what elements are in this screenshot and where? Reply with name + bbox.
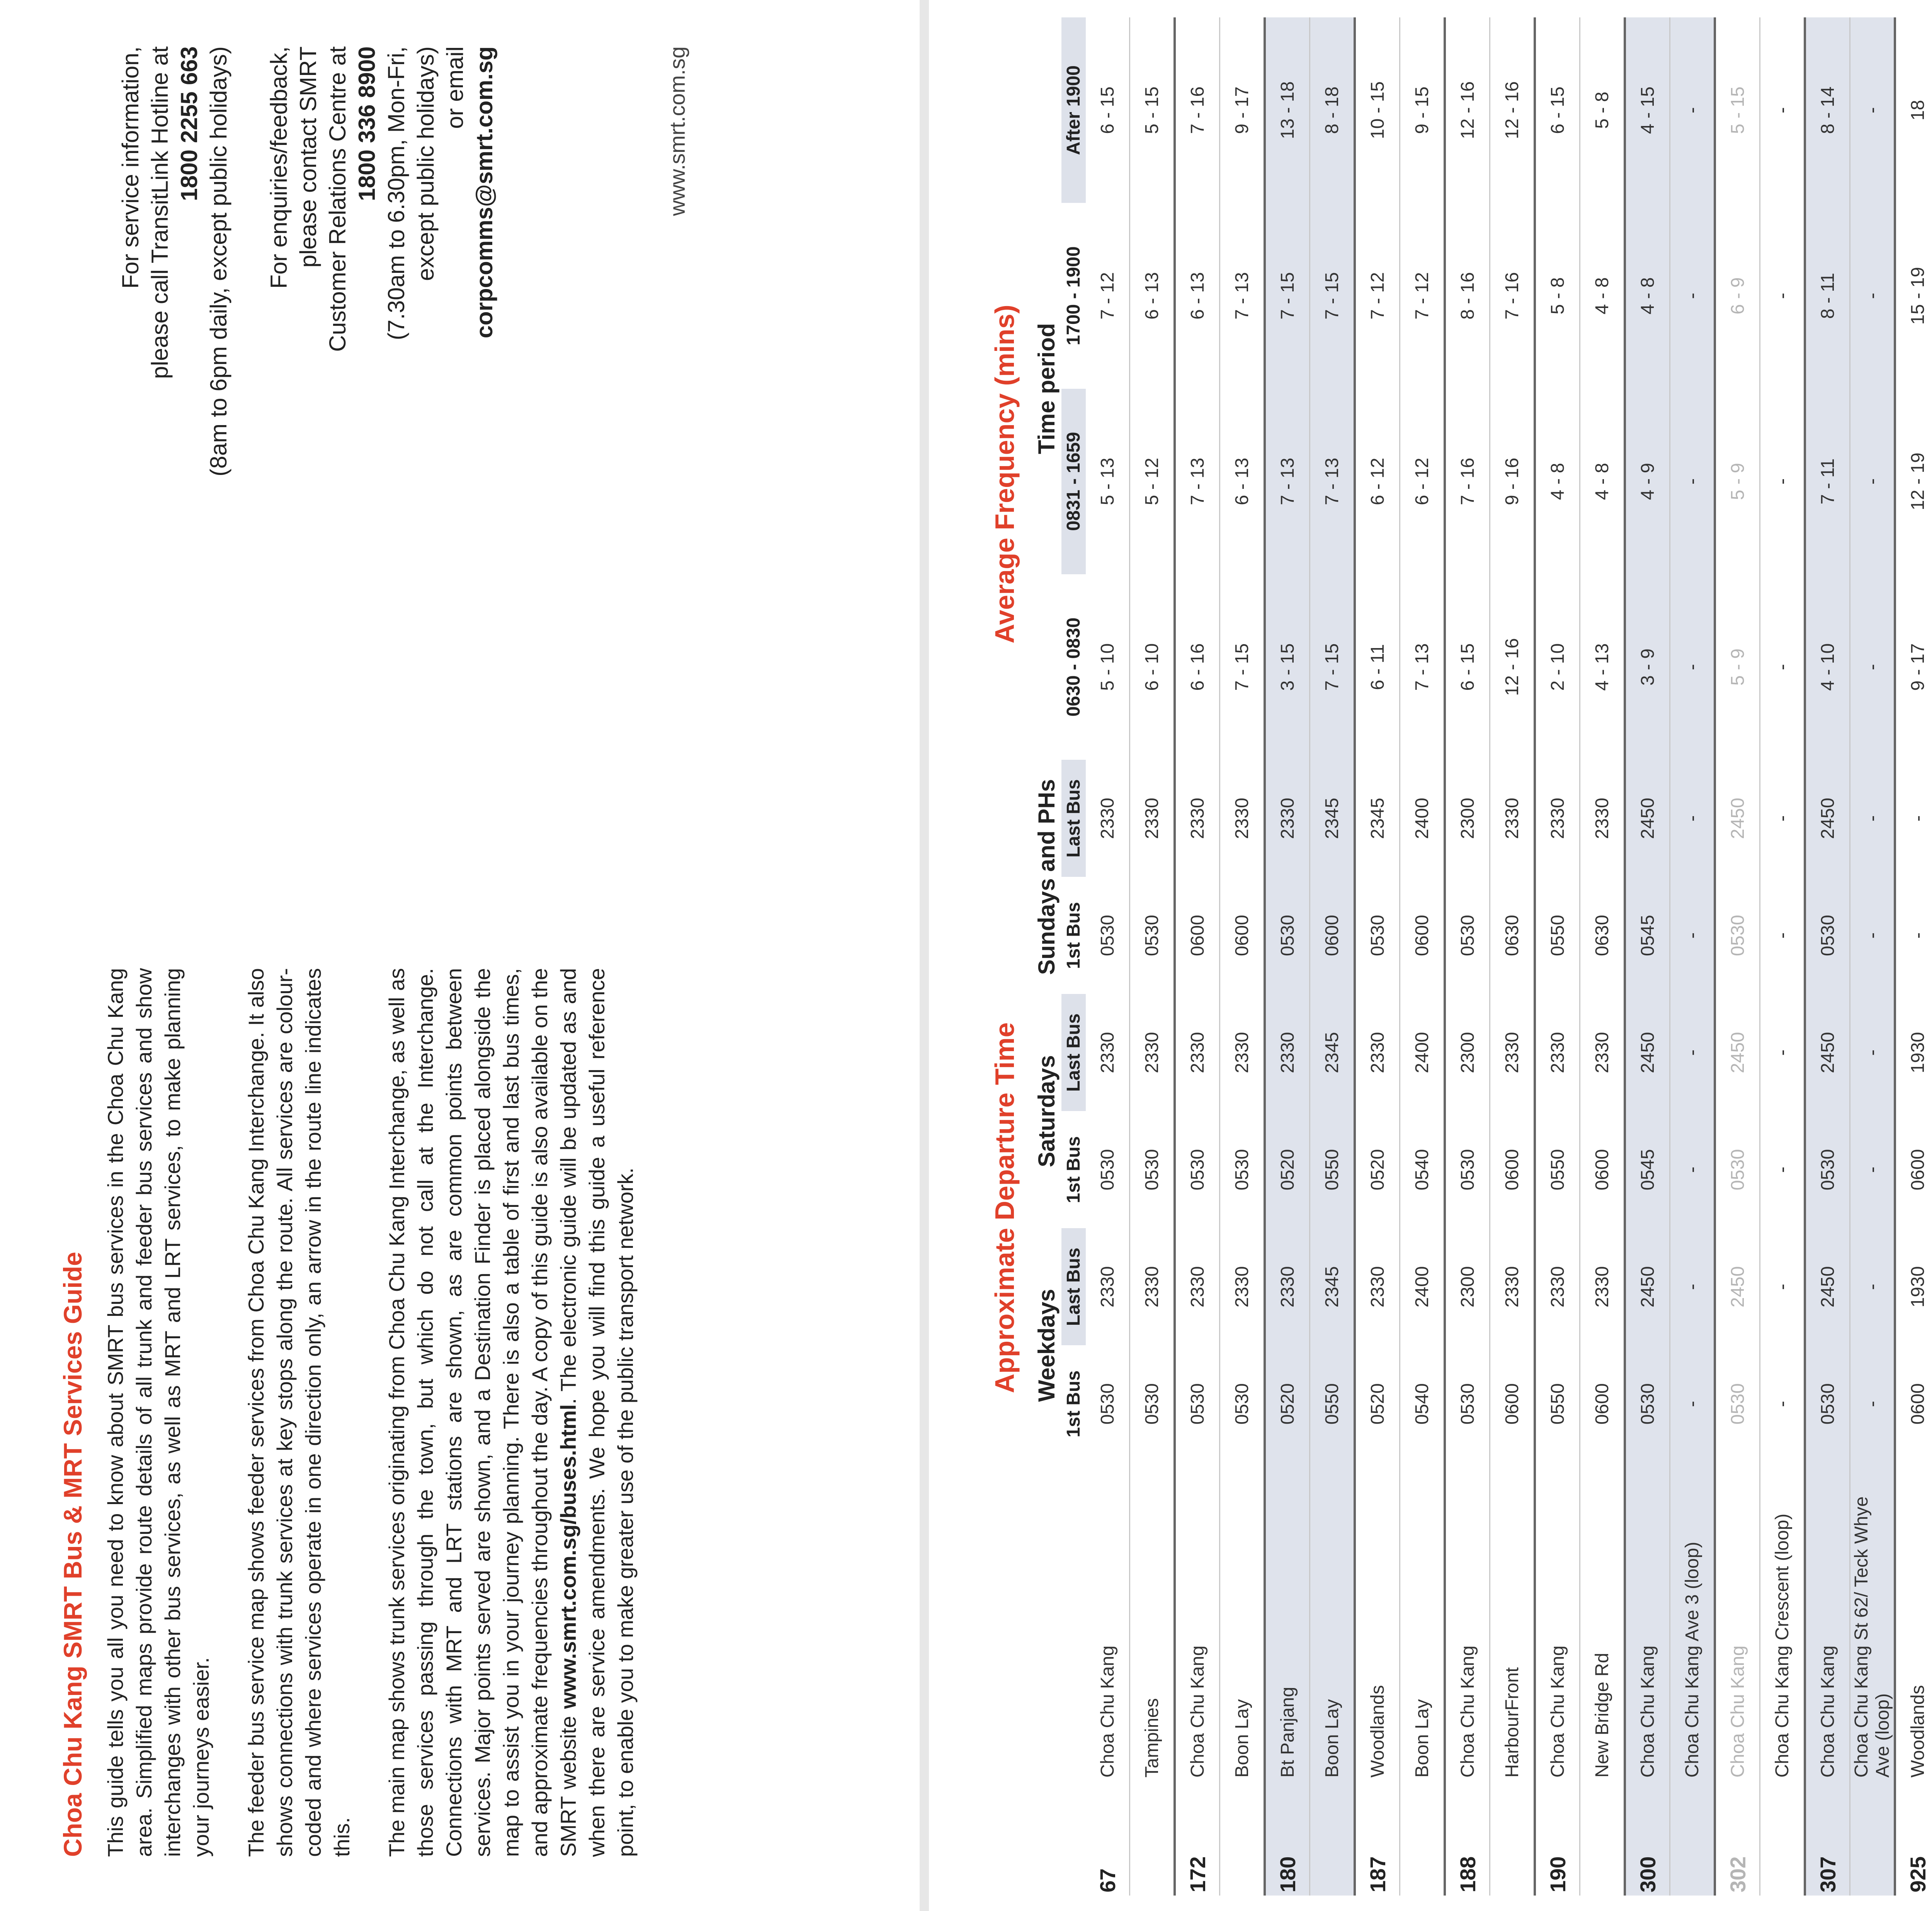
departure-time-cell: 2330 xyxy=(1265,1228,1310,1345)
frequency-cell: 15 - 19 xyxy=(1895,203,1932,388)
service-number xyxy=(1670,1781,1715,1896)
departure-time-cell: 2330 xyxy=(1220,760,1265,877)
departure-time-cell: 0550 xyxy=(1310,1345,1355,1462)
destination: Woodlands xyxy=(1355,1462,1400,1780)
destination: Choa Chu Kang xyxy=(1445,1462,1490,1780)
table-row xyxy=(1400,17,1445,1896)
departure-time-cell: 0530 xyxy=(1220,1111,1265,1228)
service-number xyxy=(1400,1781,1445,1896)
departure-time-cell: 0530 xyxy=(1130,877,1175,994)
saturdays-last-bus-header: Last Bus xyxy=(1061,994,1086,1111)
table-row xyxy=(1490,17,1535,1896)
service-number: 307 xyxy=(1805,1781,1850,1896)
table-row xyxy=(1895,17,1932,1896)
weekdays-last-bus-header: Last Bus xyxy=(1061,1228,1086,1345)
frequency-cell: 4 - 13 xyxy=(1580,574,1625,760)
frequency-cell: 6 - 13 xyxy=(1175,203,1220,388)
frequency-cell: 8 - 14 xyxy=(1805,17,1850,203)
destination: Choa Chu Kang xyxy=(1805,1462,1850,1780)
departure-time-cell: 0520 xyxy=(1265,1345,1310,1462)
frequency-cell: - xyxy=(1760,389,1805,574)
frequency-cell: 6 - 13 xyxy=(1220,389,1265,574)
service-number: 187 xyxy=(1355,1781,1400,1896)
departure-time-cell: 0600 xyxy=(1895,1111,1932,1228)
destination: Choa Chu Kang Ave 3 (loop) xyxy=(1670,1462,1715,1780)
table-row xyxy=(1265,17,1310,1896)
departure-time-cell: 2330 xyxy=(1580,994,1625,1111)
destination: Boon Lay xyxy=(1310,1462,1355,1780)
intro-paragraph-3-a: The main map shows trunk services originating from Choa Chu Kang Interchange, as well as those services passing through the town, but which do not call at the Interchange. Connections with MRT and LRT stations are shown, as are common points between services. Major points served are shown, and a Destination Finder is placed alongside the map to assist you in your journey planning. There is also a table of first and last bus times, and approximate frequencies throughout the day. A copy of this guide is also available on the SMRT website xyxy=(384,968,580,1857)
frequency-cell: 5 - 15 xyxy=(1715,17,1760,203)
frequency-cell: 4 - 8 xyxy=(1625,203,1670,388)
departure-time-cell: - xyxy=(1850,760,1895,877)
frequency-cell: 7 - 15 xyxy=(1310,203,1355,388)
departure-time-cell: 2330 xyxy=(1535,760,1580,877)
frequency-cell: 7 - 12 xyxy=(1400,203,1445,388)
departure-time-cell: - xyxy=(1670,1345,1715,1462)
departure-time-cell: 0530 xyxy=(1086,1111,1130,1228)
departure-time-cell: 0600 xyxy=(1490,1345,1535,1462)
service-hours: (8am to 6pm daily, except public holidays) xyxy=(206,46,231,476)
table-row xyxy=(1086,17,1130,1896)
departure-time-cell: 0550 xyxy=(1535,877,1580,994)
departure-time-cell: - xyxy=(1670,877,1715,994)
enquiry-line-3: Customer Relations Centre at xyxy=(325,46,350,352)
frequency-cell: 9 - 15 xyxy=(1400,17,1445,203)
departure-time-cell: 0520 xyxy=(1355,1345,1400,1462)
departure-time-cell: 0530 xyxy=(1805,877,1850,994)
contact-email[interactable]: corpcomms@smrt.com.sg xyxy=(471,46,497,339)
table-row xyxy=(1445,17,1490,1896)
frequency-cell: 6 - 10 xyxy=(1130,574,1175,760)
departure-time-cell: 0530 xyxy=(1220,1345,1265,1462)
destination: Choa Chu Kang xyxy=(1715,1462,1760,1780)
departure-time-cell: 1930 xyxy=(1895,994,1932,1111)
frequency-cell: - xyxy=(1670,574,1715,760)
frequency-cell: 7 - 16 xyxy=(1175,17,1220,203)
departure-time-cell: 0530 xyxy=(1265,877,1310,994)
destination: Choa Chu Kang xyxy=(1535,1462,1580,1780)
departure-time-cell: 0520 xyxy=(1355,1111,1400,1228)
departure-time-cell: 2300 xyxy=(1445,760,1490,877)
frequency-cell: 6 - 11 xyxy=(1355,574,1400,760)
service-number: 925 xyxy=(1895,1781,1932,1896)
frequency-cell: 4 - 8 xyxy=(1580,203,1625,388)
frequency-cell: 3 - 15 xyxy=(1265,574,1310,760)
departure-time-cell: 0600 xyxy=(1580,1345,1625,1462)
destination: Choa Chu Kang xyxy=(1086,1462,1130,1780)
period-after-1900-header: After 1900 xyxy=(1061,17,1086,203)
departure-time-cell: 2330 xyxy=(1535,994,1580,1111)
table-row xyxy=(1625,17,1670,1896)
departure-time-cell: 0540 xyxy=(1400,1111,1445,1228)
service-number xyxy=(1580,1781,1625,1896)
frequency-cell: 7 - 15 xyxy=(1220,574,1265,760)
departure-time-cell: 2450 xyxy=(1625,1228,1670,1345)
table-row xyxy=(1535,17,1580,1896)
sundays-header: Sundays and PHs xyxy=(1034,779,1060,975)
frequency-cell: 7 - 12 xyxy=(1355,203,1400,388)
frequency-cell: 6 - 15 xyxy=(1445,574,1490,760)
intro-paragraph-1: This guide tells you all you need to know about SMRT bus services in the Choa Chu Kang area. Simplified maps provide route details of all trunk and feeder bus services and show interchanges with other bus services, as well as MRT and LRT services, to make planning your journeys easier. xyxy=(103,968,213,1857)
frequency-cell: 5 - 15 xyxy=(1130,17,1175,203)
time-period-header: Time period xyxy=(1034,323,1060,454)
departure-time-cell: 0530 xyxy=(1086,1345,1130,1462)
frequency-cell: 7 - 11 xyxy=(1805,389,1850,574)
frequency-cell: - xyxy=(1760,574,1805,760)
saturdays-header: Saturdays xyxy=(1034,1055,1060,1167)
smrt-phone[interactable]: 1800 336 8900 xyxy=(354,46,380,201)
departure-time-cell: 2330 xyxy=(1535,1228,1580,1345)
departure-heading: Approximate Departure Time xyxy=(990,1022,1020,1393)
departure-time-cell: 2400 xyxy=(1400,1228,1445,1345)
destination: Choa Chu Kang St 62/ Teck Whye Ave (loop) xyxy=(1850,1462,1895,1780)
destination: HarbourFront xyxy=(1490,1462,1535,1780)
service-number xyxy=(1310,1781,1355,1896)
table-row xyxy=(1760,17,1805,1896)
departure-time-cell: 0550 xyxy=(1535,1111,1580,1228)
departure-time-cell: 2450 xyxy=(1715,994,1760,1111)
intro-text xyxy=(101,968,640,1857)
departure-time-cell: 0530 xyxy=(1130,1345,1175,1462)
table-row xyxy=(1580,17,1625,1896)
frequency-cell: - xyxy=(1670,17,1715,203)
destination: Choa Chu Kang xyxy=(1625,1462,1670,1780)
enquiry-or: or email xyxy=(442,46,468,129)
departure-time-cell: 0530 xyxy=(1625,1345,1670,1462)
departure-time-cell: - xyxy=(1850,1111,1895,1228)
departure-time-cell: 0530 xyxy=(1715,877,1760,994)
departure-time-cell: 2330 xyxy=(1175,1228,1220,1345)
departure-time-cell: - xyxy=(1895,877,1932,994)
departure-time-cell: 2330 xyxy=(1130,994,1175,1111)
service-number xyxy=(1760,1781,1805,1896)
departure-time-cell: 2330 xyxy=(1086,1228,1130,1345)
enquiry-hours-1: (7.30am to 6.30pm, Mon-Fri, xyxy=(383,46,409,340)
fold-line xyxy=(920,0,929,1911)
frequency-cell: 7 - 16 xyxy=(1490,203,1535,388)
frequency-cell: 7 - 15 xyxy=(1265,203,1310,388)
frequency-cell: 7 - 13 xyxy=(1175,389,1220,574)
table-row xyxy=(1130,17,1175,1896)
departure-time-cell: 2450 xyxy=(1625,760,1670,877)
departure-time-cell: - xyxy=(1670,760,1715,877)
departure-time-cell: 2450 xyxy=(1715,1228,1760,1345)
frequency-cell: 7 - 13 xyxy=(1220,203,1265,388)
departure-time-cell: 0600 xyxy=(1400,877,1445,994)
frequency-cell: 3 - 9 xyxy=(1625,574,1670,760)
destination: Tampines xyxy=(1130,1462,1175,1780)
table-row xyxy=(1355,17,1400,1896)
destination: New Bridge Rd xyxy=(1580,1462,1625,1780)
departure-time-cell: 2330 xyxy=(1220,994,1265,1111)
departure-time-cell: 2450 xyxy=(1805,1228,1850,1345)
departure-time-cell: 0530 xyxy=(1715,1345,1760,1462)
service-info-block xyxy=(116,46,233,839)
frequency-cell: 9 - 16 xyxy=(1490,389,1535,574)
frequency-cell: 8 - 11 xyxy=(1805,203,1850,388)
departure-time-cell: 2400 xyxy=(1400,760,1445,877)
frequency-cell: - xyxy=(1850,389,1895,574)
frequency-cell: 7 - 13 xyxy=(1400,574,1445,760)
departure-time-cell: - xyxy=(1760,877,1805,994)
frequency-cell: 6 - 15 xyxy=(1086,17,1130,203)
schedule-table xyxy=(1032,17,1932,1896)
departure-time-cell: 2330 xyxy=(1580,760,1625,877)
frequency-cell: 5 - 9 xyxy=(1715,574,1760,760)
frequency-cell: 9 - 17 xyxy=(1220,17,1265,203)
buses-guide-link[interactable]: www.smrt.com.sg/buses.html xyxy=(556,1404,580,1709)
table-row xyxy=(1850,17,1895,1896)
service-number xyxy=(1850,1781,1895,1896)
weekdays-first-bus-header: 1st Bus xyxy=(1063,1370,1084,1438)
frequency-cell: 6 - 9 xyxy=(1715,203,1760,388)
departure-time-cell: 2450 xyxy=(1715,760,1760,877)
departure-time-cell: 0530 xyxy=(1175,1345,1220,1462)
weekdays-header: Weekdays xyxy=(1034,1289,1060,1402)
destination: Choa Chu Kang xyxy=(1175,1462,1220,1780)
service-number: 172 xyxy=(1175,1781,1220,1896)
departure-time-cell: 0630 xyxy=(1490,877,1535,994)
departure-time-cell: 2300 xyxy=(1445,994,1490,1111)
departure-time-cell: 2330 xyxy=(1490,1228,1535,1345)
departure-time-cell: - xyxy=(1850,877,1895,994)
sundays-first-bus-header: 1st Bus xyxy=(1063,902,1084,969)
departure-time-cell: 2450 xyxy=(1805,994,1850,1111)
frequency-cell: 6 - 13 xyxy=(1130,203,1175,388)
destination: Choa Chu Kang Crescent (loop) xyxy=(1760,1462,1805,1780)
frequency-cell: 7 - 15 xyxy=(1310,574,1355,760)
frequency-cell: - xyxy=(1850,17,1895,203)
departure-time-cell: 2400 xyxy=(1400,994,1445,1111)
departure-time-cell: 0600 xyxy=(1220,877,1265,994)
contact-section xyxy=(116,46,530,839)
departure-time-cell: 0600 xyxy=(1895,1345,1932,1462)
departure-time-cell: 0530 xyxy=(1805,1345,1850,1462)
schedule-header xyxy=(1032,17,1086,1896)
frequency-cell: 8 - 16 xyxy=(1445,203,1490,388)
frequency-cell: 5 - 8 xyxy=(1535,203,1580,388)
departure-time-cell: 0600 xyxy=(1175,877,1220,994)
frequency-cell: - xyxy=(1670,203,1715,388)
frequency-cell: 12 - 19 xyxy=(1895,389,1932,574)
frequency-cell: 7 - 16 xyxy=(1445,389,1490,574)
frequency-cell: 4 - 10 xyxy=(1805,574,1850,760)
departure-time-cell: 2330 xyxy=(1580,1228,1625,1345)
frequency-cell: 12 - 16 xyxy=(1445,17,1490,203)
table-row xyxy=(1805,17,1850,1896)
departure-time-cell: 2345 xyxy=(1310,994,1355,1111)
destination: Bt Panjang xyxy=(1265,1462,1310,1780)
departure-time-cell: 0520 xyxy=(1265,1111,1310,1228)
departure-time-cell: 2330 xyxy=(1130,760,1175,877)
service-number xyxy=(1130,1781,1175,1896)
departure-time-cell: 0530 xyxy=(1445,1345,1490,1462)
guide-title: Choa Chu Kang SMRT Bus & MRT Services Guide xyxy=(58,1252,87,1857)
intro-paragraph-3-b: . The electronic guide will be updated as and when there are service amendments. We hope you will find this guide a useful reference point, to enable you to make greater use of the public transport network. xyxy=(556,968,638,1857)
frequency-cell: - xyxy=(1850,574,1895,760)
departure-time-cell: 2300 xyxy=(1445,1228,1490,1345)
sundays-last-bus-header: Last Bus xyxy=(1061,760,1086,877)
departure-time-cell: 0600 xyxy=(1580,1111,1625,1228)
enquiry-line-2: please contact SMRT xyxy=(295,46,321,268)
departure-time-cell: - xyxy=(1850,994,1895,1111)
enquiry-block xyxy=(264,46,499,839)
period-0630-0830-header: 0630 - 0830 xyxy=(1063,617,1084,717)
frequency-cell: - xyxy=(1850,203,1895,388)
departure-time-cell: - xyxy=(1850,1345,1895,1462)
departure-time-cell: 2450 xyxy=(1625,994,1670,1111)
frequency-cell: 6 - 15 xyxy=(1535,17,1580,203)
frequency-cell: 4 - 15 xyxy=(1625,17,1670,203)
service-number xyxy=(1490,1781,1535,1896)
departure-time-cell: - xyxy=(1760,1228,1805,1345)
service-number: 300 xyxy=(1625,1781,1670,1896)
departure-time-cell: 0630 xyxy=(1580,877,1625,994)
frequency-cell: 12 - 16 xyxy=(1490,17,1535,203)
frequency-cell: - xyxy=(1760,203,1805,388)
departure-time-cell: - xyxy=(1670,1228,1715,1345)
destination: Boon Lay xyxy=(1220,1462,1265,1780)
table-row xyxy=(1670,17,1715,1896)
intro-paragraph-3 xyxy=(383,968,640,1857)
departure-time-cell: 0530 xyxy=(1086,877,1130,994)
departure-time-cell: 2330 xyxy=(1490,994,1535,1111)
departure-time-cell: - xyxy=(1850,1228,1895,1345)
service-number: 188 xyxy=(1445,1781,1490,1896)
departure-time-cell: 0545 xyxy=(1625,877,1670,994)
destination: Woodlands xyxy=(1895,1462,1932,1780)
service-line-1: For service information, xyxy=(117,46,143,289)
schedule-rows xyxy=(1086,17,1932,1896)
departure-time-cell: 2345 xyxy=(1310,760,1355,877)
frequency-cell: 5 - 12 xyxy=(1130,389,1175,574)
frequency-cell: - xyxy=(1670,389,1715,574)
departure-time-cell: 2330 xyxy=(1490,760,1535,877)
departure-time-cell: 0530 xyxy=(1715,1111,1760,1228)
departure-time-cell: - xyxy=(1760,994,1805,1111)
departure-time-cell: 1930 xyxy=(1895,1228,1932,1345)
intro-paragraph-2: The feeder bus service map shows feeder services from Choa Chu Kang Interchange. It also shows connections with trunk services at key stops along the route. All services are colour-coded and where services operate in one direction only, an arrow in the route line indicates this. xyxy=(244,968,354,1857)
departure-time-cell: 0540 xyxy=(1400,1345,1445,1462)
frequency-cell: 18 xyxy=(1895,17,1932,203)
departure-time-cell: - xyxy=(1895,760,1932,877)
departure-time-cell: 0530 xyxy=(1355,877,1400,994)
departure-time-cell: 2345 xyxy=(1355,760,1400,877)
departure-time-cell: 2330 xyxy=(1086,994,1130,1111)
table-row xyxy=(1220,17,1265,1896)
departure-time-cell: 2330 xyxy=(1220,1228,1265,1345)
frequency-cell: 8 - 18 xyxy=(1310,17,1355,203)
frequency-cell: - xyxy=(1760,17,1805,203)
frequency-cell: 2 - 10 xyxy=(1535,574,1580,760)
departure-time-cell: 0530 xyxy=(1175,1111,1220,1228)
service-number xyxy=(1220,1781,1265,1896)
frequency-cell: 10 - 15 xyxy=(1355,17,1400,203)
departure-time-cell: 0550 xyxy=(1535,1345,1580,1462)
departure-time-cell: - xyxy=(1760,760,1805,877)
transitlink-phone[interactable]: 1800 2255 663 xyxy=(176,46,202,201)
departure-time-cell: 0530 xyxy=(1130,1111,1175,1228)
destination: Boon Lay xyxy=(1400,1462,1445,1780)
frequency-cell: 4 - 8 xyxy=(1535,389,1580,574)
service-number: 190 xyxy=(1535,1781,1580,1896)
frequency-heading: Average Frequency (mins) xyxy=(990,305,1020,643)
departure-time-cell: - xyxy=(1670,1111,1715,1228)
departure-time-cell: 0530 xyxy=(1445,1111,1490,1228)
departure-time-cell: 2330 xyxy=(1175,994,1220,1111)
frequency-cell: 4 - 9 xyxy=(1625,389,1670,574)
departure-time-cell: - xyxy=(1760,1111,1805,1228)
departure-time-cell: 2330 xyxy=(1355,1228,1400,1345)
departure-time-cell: - xyxy=(1670,994,1715,1111)
frequency-cell: 13 - 18 xyxy=(1265,17,1310,203)
frequency-cell: 6 - 12 xyxy=(1400,389,1445,574)
departure-time-cell: 0545 xyxy=(1625,1111,1670,1228)
frequency-cell: 5 - 9 xyxy=(1715,389,1760,574)
smrt-website[interactable]: www.smrt.com.sg xyxy=(665,46,689,216)
departure-time-cell: 2330 xyxy=(1265,760,1310,877)
departure-time-cell: 2330 xyxy=(1130,1228,1175,1345)
frequency-cell: 7 - 13 xyxy=(1310,389,1355,574)
departure-time-cell: 2450 xyxy=(1805,760,1850,877)
service-number: 180 xyxy=(1265,1781,1310,1896)
period-0831-1659-header: 0831 - 1659 xyxy=(1061,389,1086,574)
frequency-cell: 6 - 16 xyxy=(1175,574,1220,760)
frequency-cell: 7 - 13 xyxy=(1265,389,1310,574)
service-number: 302 xyxy=(1715,1781,1760,1896)
frequency-cell: 12 - 16 xyxy=(1490,574,1535,760)
service-line-2: please call TransitLink Hotline at xyxy=(147,46,173,379)
departure-time-cell: 0600 xyxy=(1310,877,1355,994)
period-1700-1900-header: 1700 - 1900 xyxy=(1063,246,1084,345)
frequency-cell: 5 - 8 xyxy=(1580,17,1625,203)
departure-time-cell: 0530 xyxy=(1805,1111,1850,1228)
table-row xyxy=(1310,17,1355,1896)
frequency-cell: 7 - 12 xyxy=(1086,203,1130,388)
departure-time-cell: 2330 xyxy=(1086,760,1130,877)
frequency-cell: 5 - 13 xyxy=(1086,389,1130,574)
table-row xyxy=(1715,17,1760,1896)
departure-time-cell: 0600 xyxy=(1490,1111,1535,1228)
frequency-cell: 4 - 8 xyxy=(1580,389,1625,574)
table-row xyxy=(1175,17,1220,1896)
enquiry-line-1: For enquiries/feedback, xyxy=(266,46,292,289)
departure-time-cell: 2330 xyxy=(1355,994,1400,1111)
departure-time-cell: - xyxy=(1760,1345,1805,1462)
departure-time-cell: 2330 xyxy=(1265,994,1310,1111)
frequency-cell: 9 - 17 xyxy=(1895,574,1932,760)
service-number: 67 xyxy=(1086,1781,1130,1896)
departure-time-cell: 2330 xyxy=(1175,760,1220,877)
departure-time-cell: 2345 xyxy=(1310,1228,1355,1345)
enquiry-hours-2: except public holidays) xyxy=(413,46,439,281)
frequency-cell: 5 - 10 xyxy=(1086,574,1130,760)
departure-time-cell: 0530 xyxy=(1445,877,1490,994)
saturdays-first-bus-header: 1st Bus xyxy=(1063,1136,1084,1203)
frequency-cell: 6 - 12 xyxy=(1355,389,1400,574)
departure-time-cell: 0550 xyxy=(1310,1111,1355,1228)
